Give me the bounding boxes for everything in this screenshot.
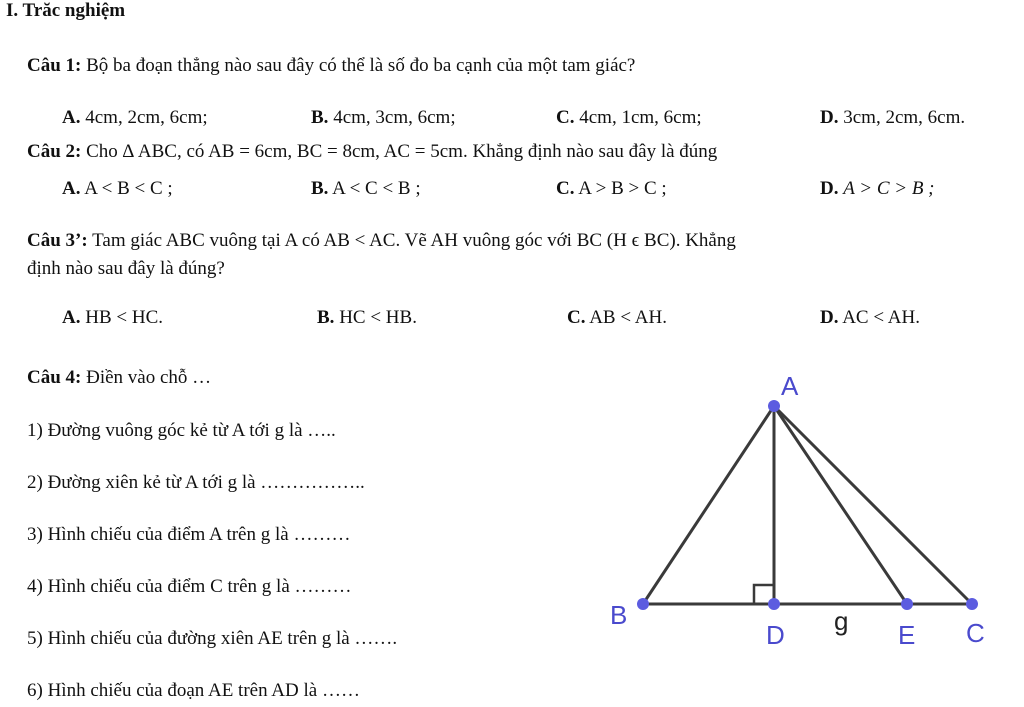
question-4 [27,367,211,389]
label-c: C [966,618,985,648]
question-1-text: Bộ ba đoạn thẳng nào sau đây có thể là số đo ba cạnh của một tam giác? [86,55,636,76]
triangle-figure [600,365,1010,665]
question-2-text: Cho ∆ ABC, có AB = 6cm, BC = 8cm, AC = 5cm. Khẳng định nào sau đây là đúng [86,141,718,162]
fill-item-1: 1) Đường vuông góc kẻ từ A tới g là ….. [27,420,336,441]
point-c [966,598,978,610]
point-e [901,598,913,610]
fill-item-4: 4) Hình chiếu của điểm C trên g là ……… [27,576,352,597]
fill-item-2: 2) Đường xiên kẻ từ A tới g là …………….. [27,472,365,493]
label-g: g [834,606,849,636]
label-a: A [781,371,799,401]
fill-item-6: 6) Hình chiếu của đoạn AE trên AD là …… [27,680,360,701]
label-d: D [766,620,785,650]
label-b: B [610,600,628,630]
question-3-label: Câu 3’: [27,230,88,251]
question-3 [27,230,736,252]
q1-option-b[interactable]: B. 4cm, 3cm, 6cm; [311,107,456,128]
segment-ae [774,406,907,604]
question-1-label: Câu 1: [27,55,82,76]
q1-option-a[interactable]: A. 4cm, 2cm, 6cm; [62,107,208,128]
q2-option-d[interactable]: D. A > C > B ; [820,178,935,199]
label-e: E [898,620,916,650]
segment-ac [774,406,972,604]
q1-option-d[interactable]: D. 3cm, 2cm, 6cm. [820,107,966,128]
question-1 [27,55,635,77]
q1-option-c[interactable]: C. 4cm, 1cm, 6cm; [556,107,702,128]
point-d [768,598,780,610]
q2-option-c[interactable]: C. A > B > C ; [556,178,667,199]
q3-option-d[interactable]: D. AC < AH. [820,307,920,328]
point-a [768,400,780,412]
question-3-text-line2: định nào sau đây là đúng? [27,258,225,279]
q2-option-b[interactable]: B. A < C < B ; [311,178,421,199]
q2-option-a[interactable]: A. A < B < C ; [62,178,173,199]
question-4-text: Điền vào chỗ … [86,367,212,388]
question-3-text-line1: Tam giác ABC vuông tại A có AB < AC. Vẽ AH vuông góc với BC (H ϵ BC). Khẳng [92,230,736,251]
question-2 [27,141,717,163]
question-2-label: Câu 2: [27,141,82,162]
segment-ab [643,406,774,604]
fill-item-3: 3) Hình chiếu của điểm A trên g là ……… [27,524,351,545]
q3-option-a[interactable]: A. HB < HC. [62,307,163,328]
q3-option-c[interactable]: C. AB < AH. [567,307,667,328]
question-4-label: Câu 4: [27,367,82,388]
fill-item-5: 5) Hình chiếu của đường xiên AE trên g là ……. [27,628,398,649]
section-title: I. Trăc nghiệm [6,0,126,21]
q3-option-b[interactable]: B. HC < HB. [317,307,417,328]
point-b [637,598,649,610]
